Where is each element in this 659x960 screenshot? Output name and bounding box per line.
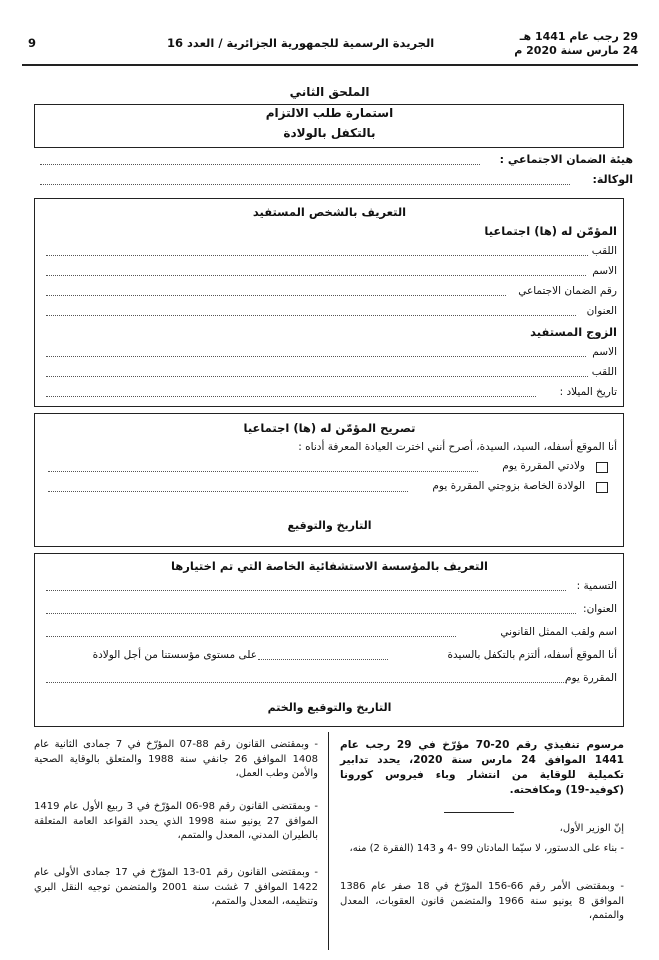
agency-label: هيئة الضمان الاجتماعي : [499,153,633,166]
journal-title: الجريدة الرسمية للجمهورية الجزائرية / العدد 16 [167,36,435,50]
form-title-line2: بالتكفل بالولادة [283,126,376,140]
spouse-birthdate-field[interactable] [46,396,536,397]
page-header [22,30,638,62]
agency-field[interactable] [40,164,480,165]
form-title-line1: استمارة طلب الالتزام [265,106,394,120]
option-spouse-delivery-label: الولادة الخاصة بزوجتي المقررة يوم [432,480,585,492]
header-date-hijri: 29 رجب عام 1441 هـ [519,30,638,43]
left-para-2: - وبمقتضى القانون رقم 98-06 المؤرّخ في 3 ربيع الأول عام 1419 الموافق 27 يونيو سنة 1998 الذي يحدد القواعد العامة المتعلقة بالطيران المدني، المعدل والمتمم، [34,801,318,841]
option-own-delivery-checkbox[interactable] [596,462,608,473]
insured-name-field[interactable] [46,275,586,276]
right-para-1: إنّ الوزير الأول، [559,823,624,834]
clinic-commitment-part1: أنا الموقع أسفله، ألتزم بالتكفل بالسيدة [447,649,617,661]
header-date-gregorian: 24 مارس سنة 2020 م [514,44,638,57]
clinic-section-title: التعريف بالمؤسسة الاستشفائية الخاصة التي تم اختيارها [170,559,488,573]
spouse-name-label: الاسم [592,346,617,358]
clinic-address-label: العنوان: [583,603,617,615]
right-para-2: - بناء على الدستور، لا سيّما المادتان 99 -4 و 143 (الفقرة 2) منه، [349,843,624,854]
left-para-1: - وبمقتضى القانون رقم 88-07 المؤرّخ في 7 جمادى الثانية عام 1408 الموافق 26 جانفي سنة 1988 والمتعلق بالوقاية الصحية والأمن وطب العمل، [34,739,319,779]
clinic-representative-label: اسم ولقب الممثل القانوني [500,626,617,638]
spouse-surname-field[interactable] [46,376,588,377]
page-number: 9 [28,36,37,50]
annex-title: الملحق الثاني [289,85,370,99]
insured-surname-label: اللقب [591,245,617,257]
clinic-commitment-patient-field[interactable] [258,659,388,660]
left-para-3: - وبمقتضى القانون رقم 01-13 المؤرّخ في 17 جمادى الأولى عام 1422 الموافق 7 غشت سنة 2001 والمتضمن توجيه النقل البري وتنظيمه، المعدل والمتمم، [34,867,318,907]
header-divider [22,64,638,66]
declaration-section-title: تصريح المؤمّن له (ها) اجتماعيا [243,421,416,435]
clinic-signature: التاريخ والتوقيع والختم [267,701,392,714]
header-date [514,30,638,58]
option-spouse-delivery-date-field[interactable] [48,491,408,492]
declaration-statement: أنا الموقع أسفله، السيد، السيدة، أصرح أنني اخترت العيادة المعرفة أدناه : [298,441,617,453]
option-own-delivery-label: ولادتي المقررة يوم [502,460,585,472]
declaration-signature: التاريخ والتوقيع [287,519,372,532]
right-para-3: - وبمقتضى الأمر رقم 66-156 المؤرّخ في 18 صفر عام 1386 الموافق 8 يونيو سنة 1966 والمتضمن قانون العقوبات، المعدل والمتمم، [340,881,624,921]
decree-separator [444,812,514,813]
insured-address-field[interactable] [46,315,576,316]
column-divider [328,732,329,950]
clinic-name-field[interactable] [46,590,566,591]
clinic-representative-field[interactable] [46,636,456,637]
clinic-address-field[interactable] [46,613,576,614]
spouse-surname-label: اللقب [591,366,617,378]
office-field[interactable] [40,184,570,185]
office-label: الوكالة: [592,173,633,186]
option-own-delivery-date-field[interactable] [48,471,478,472]
insured-ssn-field[interactable] [46,295,506,296]
decree-title: مرسوم تنفيذي رقم 20-70 مؤرّخ في 29 رجب عام 1441 الموافق 24 مارس سنة 2020، يحدد تدابير تكميلية للوقاية من انتشار وباء فيروس كورونا (كوفيد-19) ومكافحته. [340,739,624,796]
clinic-commitment-date-field[interactable] [46,682,566,683]
spouse-name-field[interactable] [46,356,586,357]
insured-address-label: العنوان [586,305,617,317]
spouse-birthdate-label: تاريخ الميلاد : [559,386,617,398]
clinic-commitment-part2: على مستوى مؤسستنا من أجل الولادة [92,649,257,661]
spouse-heading: الزوج المستفيد [530,325,617,339]
insured-name-label: الاسم [592,265,617,277]
insured-ssn-label: رقم الضمان الاجتماعي [518,285,617,297]
insured-surname-field[interactable] [46,255,588,256]
insured-heading: المؤمّن له (ها) اجتماعيا [484,224,617,238]
clinic-name-label: التسمية : [576,580,617,592]
option-spouse-delivery-checkbox[interactable] [596,482,608,493]
clinic-commitment-part3: المقررة يوم [564,672,617,684]
beneficiary-section-title: التعريف بالشخص المستفيد [252,205,407,219]
